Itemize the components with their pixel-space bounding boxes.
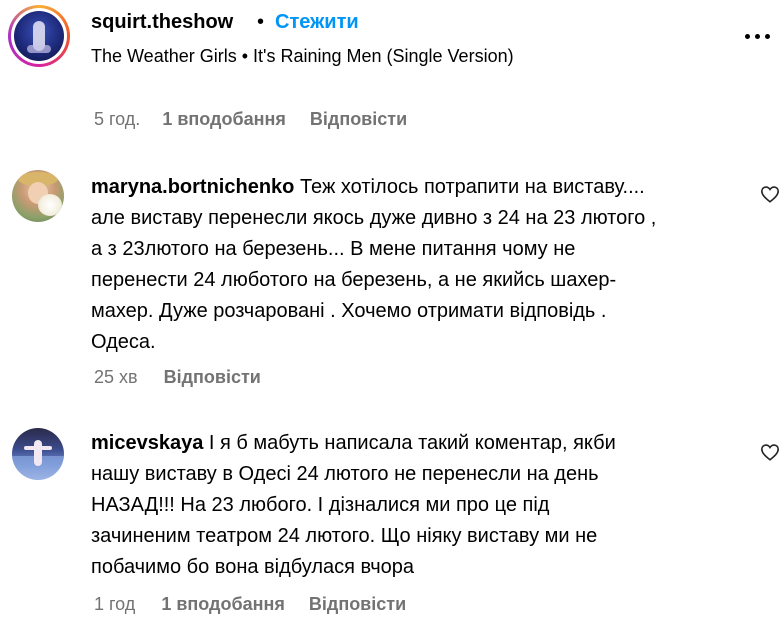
like-comment-icon[interactable] (760, 185, 780, 203)
comment-meta-row (94, 593, 406, 615)
commenter-avatar[interactable] (12, 428, 64, 480)
comment-username[interactable]: micevskaya (91, 432, 204, 454)
audio-track-link[interactable]: The Weather Girls • It's Raining Men (Single Version) (91, 46, 514, 66)
avatar-flowers (38, 194, 62, 216)
comment-text (91, 172, 656, 358)
comment-line: нашу виставу в Одесі 24 лютого не перенесли на день (91, 463, 599, 485)
author-avatar[interactable] (14, 11, 64, 61)
story-ring[interactable] (8, 5, 70, 67)
comment-timestamp[interactable]: 25 хв (94, 367, 138, 387)
avatar-dancer (34, 440, 42, 466)
comment-line: НАЗАД!!! На 23 любого. І дізналися ми про це під (91, 494, 550, 516)
comment-line: але виставу перенесли якось дуже дивно з 24 на 23 лютого , (91, 207, 657, 229)
comment-text (91, 428, 616, 583)
post-timestamp[interactable]: 5 год. (94, 109, 141, 129)
header-separator: • (257, 11, 265, 33)
comment-line: Одеса. (91, 331, 156, 353)
comment-reply-button[interactable]: Відповісти (308, 594, 407, 614)
like-comment-icon[interactable] (760, 443, 780, 461)
comment-line: побачимо бо вона відбулася вчора (91, 556, 415, 578)
more-options-icon[interactable] (744, 26, 772, 46)
post-header (0, 0, 782, 96)
comment-meta-row (94, 366, 261, 388)
comment-timestamp[interactable]: 1 год (94, 594, 136, 614)
story-ring-inner (11, 8, 67, 64)
comment-line: а з 23лютого на березень... В мене питання чому не (91, 238, 576, 260)
comment-line: І я б мабуть написала такий коментар, якби (208, 432, 616, 454)
post-likes-count[interactable]: 1 вподобання (162, 109, 286, 129)
commenter-avatar[interactable] (12, 170, 64, 222)
avatar-figure-base (27, 45, 51, 53)
comment-line: махер. Дуже розчаровані . Хочемо отримати відповідь . (91, 300, 607, 322)
author-username[interactable]: squirt.theshow (91, 11, 234, 33)
comment-line: перенести 24 люботого на березень, а не якийсь шахер- (91, 269, 617, 291)
post-meta-row (94, 108, 407, 130)
comment-line: зачиненим театром 24 лютого. Що ніяку виставу ми не (91, 525, 598, 547)
post-reply-button[interactable]: Відповісти (309, 109, 408, 129)
comment-reply-button[interactable]: Відповісти (163, 367, 261, 387)
follow-button[interactable]: Стежити (275, 11, 359, 33)
comment-likes-count[interactable]: 1 вподобання (161, 594, 285, 614)
comment-username[interactable]: maryna.bortnichenko (91, 176, 295, 198)
comment-line: Теж хотілось потрапити на виставу.... (299, 176, 645, 198)
